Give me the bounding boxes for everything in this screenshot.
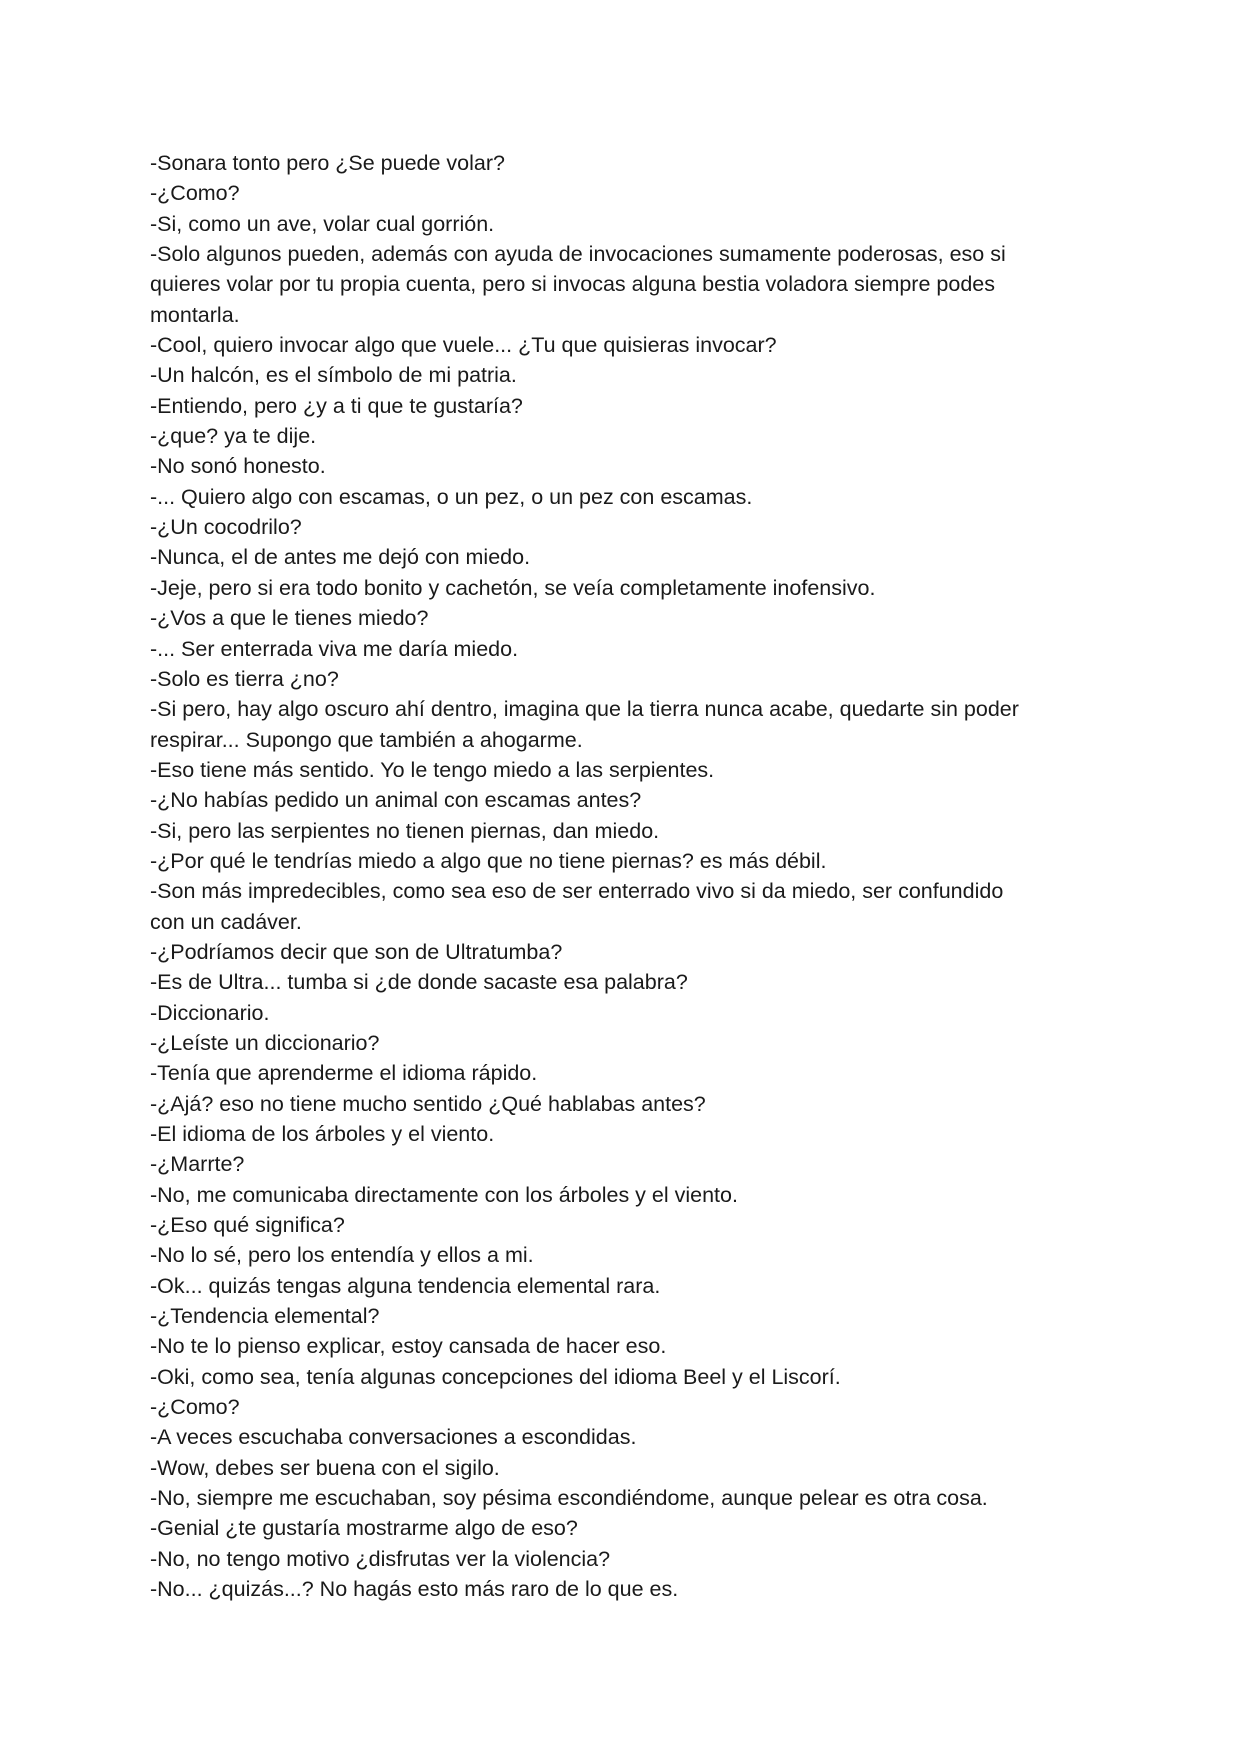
text-line: -¿Como? <box>150 181 240 206</box>
text-line: respirar... Supongo que también a ahogarme. <box>150 727 583 752</box>
text-line: -No te lo pienso explicar, estoy cansada de hacer eso. <box>150 1334 667 1359</box>
text-line: -No sonó honesto. <box>150 454 326 479</box>
text-line: -Oki, como sea, tenía algunas concepciones del idioma Beel y el Liscorí. <box>150 1364 841 1389</box>
text-line: -Jeje, pero si era todo bonito y cachetón, se veía completamente inofensivo. <box>150 575 876 600</box>
text-line: -¿Leíste un diccionario? <box>150 1030 380 1055</box>
text-line: -Cool, quiero invocar algo que vuele... ¿Tu que quisieras invocar? <box>150 333 777 358</box>
text-line: -Eso tiene más sentido. Yo le tengo miedo a las serpientes. <box>150 757 715 782</box>
text-line: -Entiendo, pero ¿y a ti que te gustaría? <box>150 393 523 418</box>
text-line: -Diccionario. <box>150 1000 270 1025</box>
text-line: -Solo es tierra ¿no? <box>150 666 339 691</box>
text-line: -Un halcón, es el símbolo de mi patria. <box>150 363 517 388</box>
text-line: -¿Podríamos decir que son de Ultratumba? <box>150 939 563 964</box>
text-line: -Nunca, el de antes me dejó con miedo. <box>150 545 531 570</box>
document-body <box>150 148 1100 1605</box>
text-line: -Solo algunos pueden, además con ayuda de invocaciones sumamente poderosas, eso si <box>150 242 1006 267</box>
text-line: -¿Vos a que le tienes miedo? <box>150 606 429 631</box>
text-line: -¿Tendencia elemental? <box>150 1304 380 1329</box>
text-line: -A veces escuchaba conversaciones a escondidas. <box>150 1425 637 1450</box>
text-line: -Son más impredecibles, como sea eso de ser enterrado vivo si da miedo, ser confundido <box>150 879 1004 904</box>
text-line: -¿Como? <box>150 1395 240 1420</box>
text-line: -Sonara tonto pero ¿Se puede volar? <box>150 151 505 175</box>
text-line: -Si, pero las serpientes no tienen piernas, dan miedo. <box>150 818 660 843</box>
text-line: -¿Marrte? <box>150 1152 245 1177</box>
text-line: -... Quiero algo con escamas, o un pez, o un pez con escamas. <box>150 484 753 509</box>
text-line: -Ok... quizás tengas alguna tendencia elemental rara. <box>150 1273 661 1298</box>
text-line: -No lo sé, pero los entendía y ellos a mi. <box>150 1243 534 1268</box>
text-line: -¿Un cocodrilo? <box>150 515 302 540</box>
text-line: quieres volar por tu propia cuenta, pero si invocas alguna bestia voladora siempre podes <box>150 272 995 297</box>
text-line: -¿Por qué le tendrías miedo a algo que no tiene piernas? es más débil. <box>150 848 827 873</box>
text-line: -... Ser enterrada viva me daría miedo. <box>150 636 519 661</box>
text-line: -¿Ajá? eso no tiene mucho sentido ¿Qué hablabas antes? <box>150 1091 706 1116</box>
text-line: -Es de Ultra... tumba si ¿de donde sacaste esa palabra? <box>150 970 688 995</box>
text-line: con un cadáver. <box>150 909 302 934</box>
text-line: -Genial ¿te gustaría mostrarme algo de eso? <box>150 1516 578 1541</box>
text-line: -El idioma de los árboles y el viento. <box>150 1122 495 1146</box>
text-line: -¿Eso qué significa? <box>150 1213 345 1238</box>
text-line: -No, no tengo motivo ¿disfrutas ver la violencia? <box>150 1546 611 1571</box>
text-line: -No, siempre me escuchaban, soy pésima escondiéndome, aunque pelear es otra cosa. <box>150 1486 988 1511</box>
text-line: -Si, como un ave, volar cual gorrión. <box>150 211 495 236</box>
text-line: -Si pero, hay algo oscuro ahí dentro, imagina que la tierra nunca acabe, quedarte sin poder <box>150 697 1019 722</box>
text-line: -Tenía que aprenderme el idioma rápido. <box>150 1061 538 1086</box>
text-line: -¿que? ya te dije. <box>150 424 317 449</box>
text-line: -No... ¿quizás...? No hagás esto más raro de lo que es. <box>150 1577 679 1602</box>
text-line: montarla. <box>150 302 240 327</box>
text-line: -No, me comunicaba directamente con los árboles y el viento. <box>150 1182 738 1207</box>
text-line: -Wow, debes ser buena con el sigilo. <box>150 1455 500 1480</box>
text-line: -¿No habías pedido un animal con escamas antes? <box>150 788 642 813</box>
